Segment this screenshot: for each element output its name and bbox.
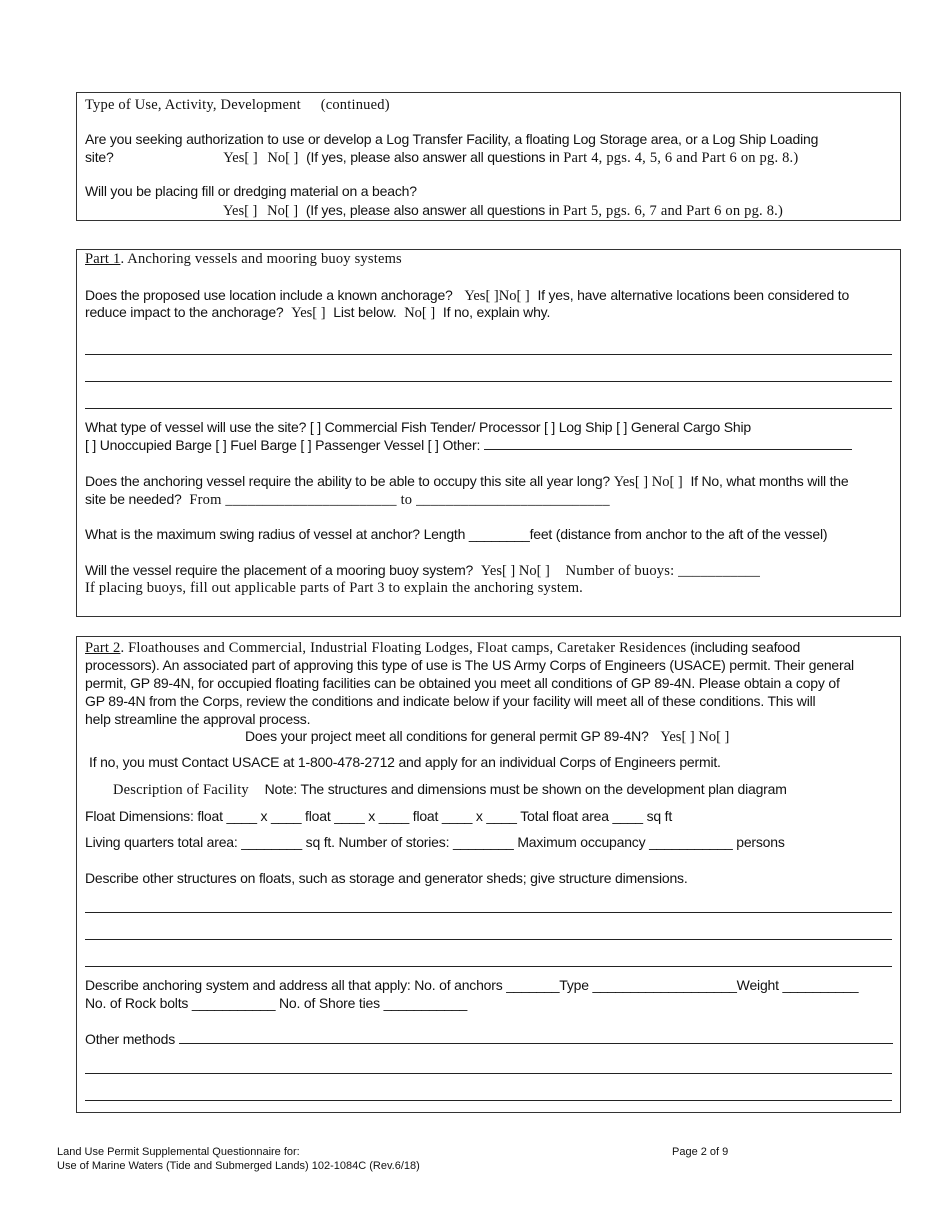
log-no-checkbox[interactable]: No[ ] — [267, 150, 299, 166]
site-needed-label: site be needed? — [85, 491, 182, 507]
part2-paragraph-line4: GP 89-4N from the Corps, review the conditions and indicate below if your facility will meet all of these conditions. This will — [85, 693, 816, 709]
part2-label: Part 2 — [85, 640, 121, 656]
mooring-buoy-question-line — [85, 561, 892, 580]
intro-section — [76, 92, 901, 221]
log-yes-checkbox[interactable]: Yes[ ] — [223, 150, 258, 166]
vessel-type-options-line — [85, 436, 892, 454]
mooring-buoy-yesno-checkbox[interactable]: Yes[ ] No[ ] — [480, 563, 550, 579]
float-dimensions-field[interactable]: Float Dimensions: float ____ x ____ float ____ x ____ float ____ x ____ Total float area ____ sq ft — [85, 808, 673, 824]
other-methods-line — [85, 1030, 892, 1048]
footer-line1: Land Use Permit Supplemental Questionnaire for: — [57, 1146, 300, 1158]
anchorage-list: List below. — [333, 304, 397, 320]
fill-yes-checkbox[interactable]: Yes[ ] — [223, 203, 258, 219]
living-quarters-field[interactable]: Living quarters total area: ________ sq ft. Number of stories: ________ Maximum occupancy ___________ persons — [85, 834, 785, 850]
anchorage-answer-line-2[interactable] — [85, 381, 892, 382]
part2-section — [76, 636, 901, 1113]
mooring-buoy-question: Will the vessel require the placement of a mooring buoy system? — [85, 562, 474, 578]
description-heading: Description of Facility — [113, 782, 249, 798]
fill-question: Will you be placing fill or dredging material on a beach? — [85, 183, 417, 199]
intro-heading-line — [85, 96, 892, 114]
swing-radius-question: What is the maximum swing radius of vessel at anchor? Length ________feet (distance from anchor to the aft of the vessel) — [85, 526, 828, 542]
anchorage-question: Does the proposed use location include a known anchorage? — [85, 287, 453, 303]
other-structures-question: Describe other structures on floats, such as storage and generator sheds; give structure dimensions. — [85, 870, 688, 886]
year-round-question: Does the anchoring vessel require the ability to be able to occupy this site all year long? — [85, 473, 611, 489]
anchorage-impact: reduce impact to the anchorage? — [85, 304, 284, 320]
part1-heading — [85, 250, 892, 268]
usace-contact-note: If no, you must Contact USACE at 1-800-478-2712 and apply for an individual Corps of Engineers permit. — [89, 754, 721, 770]
part2-paragraph-start: (including seafood — [690, 639, 801, 655]
description-line — [113, 780, 892, 799]
anchorage-answer-line-3[interactable] — [85, 408, 892, 409]
vessel-type-options: [ ] Unoccupied Barge [ ] Fuel Barge [ ] Passenger Vessel [ ] Other: — [85, 437, 481, 453]
part2-paragraph-line3: permit, GP 89-4N, for occupied floating facilities can be obtained you meet all conditions of GP 89-4N. Please obtain a copy of — [85, 675, 840, 691]
log-question-site: site? — [85, 149, 114, 165]
buoy-count-field[interactable]: Number of buoys: ___________ — [565, 563, 761, 579]
continued-label: (continued) — [320, 97, 390, 113]
year-round-question-line — [85, 472, 892, 491]
other-structures-line-1[interactable] — [85, 912, 892, 913]
anchorage-yesno-checkbox[interactable]: Yes[ ]No[ ] — [464, 288, 530, 304]
anchorage-alternatives: If yes, have alternative locations been considered to — [537, 287, 850, 303]
log-note-parts: Part 4, pgs. 4, 5, 6 and Part 6 on pg. 8.) — [563, 150, 799, 166]
part2-title: . Floathouses and Commercial, Industrial Floating Lodges, Float camps, Caretaker Residences — [120, 640, 687, 656]
gp-yesno-checkbox[interactable]: Yes[ ] No[ ] — [660, 729, 730, 745]
vessel-type-question: What type of vessel will use the site? [ ] Commercial Fish Tender/ Processor [ ] Log Ship [ ] General Cargo Ship — [85, 419, 751, 435]
months-from-to-field[interactable]: From _______________________ to __________________________ — [189, 492, 610, 508]
gp-question: Does your project meet all conditions for general permit GP 89-4N? — [245, 728, 649, 744]
part2-paragraph-line2: processors). An associated part of approving this type of use is The US Army Corps of Engineers (USACE) permit. Their general — [85, 657, 854, 673]
other-methods-line-3[interactable] — [85, 1100, 892, 1101]
anchorage-explain: If no, explain why. — [442, 304, 551, 320]
gp-question-line — [245, 727, 892, 746]
other-methods-line-2[interactable] — [85, 1073, 892, 1074]
part2-heading — [85, 640, 686, 656]
footer-title — [57, 1145, 420, 1173]
anchoring-system-field[interactable]: Describe anchoring system and address all that apply: No. of anchors _______Type ___________________Weight __________ — [85, 977, 859, 993]
year-round-yesno-checkbox[interactable]: Yes[ ] No[ ] — [613, 474, 683, 490]
part1-title: . Anchoring vessels and mooring buoy systems — [120, 251, 402, 267]
site-needed-line — [85, 490, 892, 509]
rock-bolts-field[interactable]: No. of Rock bolts ___________ No. of Shore ties ___________ — [85, 995, 468, 1011]
fill-no-checkbox[interactable]: No[ ] — [267, 203, 299, 219]
anchorage-no-checkbox[interactable]: No[ ] — [404, 305, 436, 321]
intro-heading: Type of Use, Activity, Development — [85, 97, 301, 113]
part1-section — [76, 249, 901, 617]
description-note: Note: The structures and dimensions must be shown on the development plan diagram — [264, 781, 787, 797]
year-round-months: If No, what months will the — [690, 473, 849, 489]
anchorage-answer-line-1[interactable] — [85, 354, 892, 355]
other-methods-field[interactable] — [179, 1031, 893, 1044]
log-note: (If yes, please also answer all questions in — [306, 149, 560, 165]
part2-paragraph-line5: help streamline the approval process. — [85, 711, 311, 727]
other-methods-label: Other methods — [85, 1031, 175, 1047]
log-question: Are you seeking authorization to use or develop a Log Transfer Facility, a floating Log Storage area, or a Log Ship Loading — [85, 131, 819, 147]
vessel-other-field[interactable] — [484, 437, 852, 450]
page-number: Page 2 of 9 — [672, 1146, 729, 1158]
footer-line2: Use of Marine Waters (Tide and Submerged Lands) 102-1084C (Rev.6/18) — [57, 1160, 420, 1172]
buoy-note: If placing buoys, fill out applicable parts of Part 3 to explain the anchoring system. — [85, 580, 584, 596]
other-structures-line-3[interactable] — [85, 966, 892, 967]
fill-note-parts: Part 5, pgs. 6, 7 and Part 6 on pg. 8.) — [562, 203, 784, 219]
fill-answer-line — [223, 201, 892, 220]
part1-label: Part 1 — [85, 251, 121, 267]
anchorage-yes-checkbox[interactable]: Yes[ ] — [291, 305, 326, 321]
log-question-line2 — [85, 148, 892, 167]
other-structures-line-2[interactable] — [85, 939, 892, 940]
fill-note: (If yes, please also answer all questions in — [305, 202, 560, 218]
part2-heading-line — [85, 638, 892, 657]
anchorage-question-line2 — [85, 303, 892, 322]
